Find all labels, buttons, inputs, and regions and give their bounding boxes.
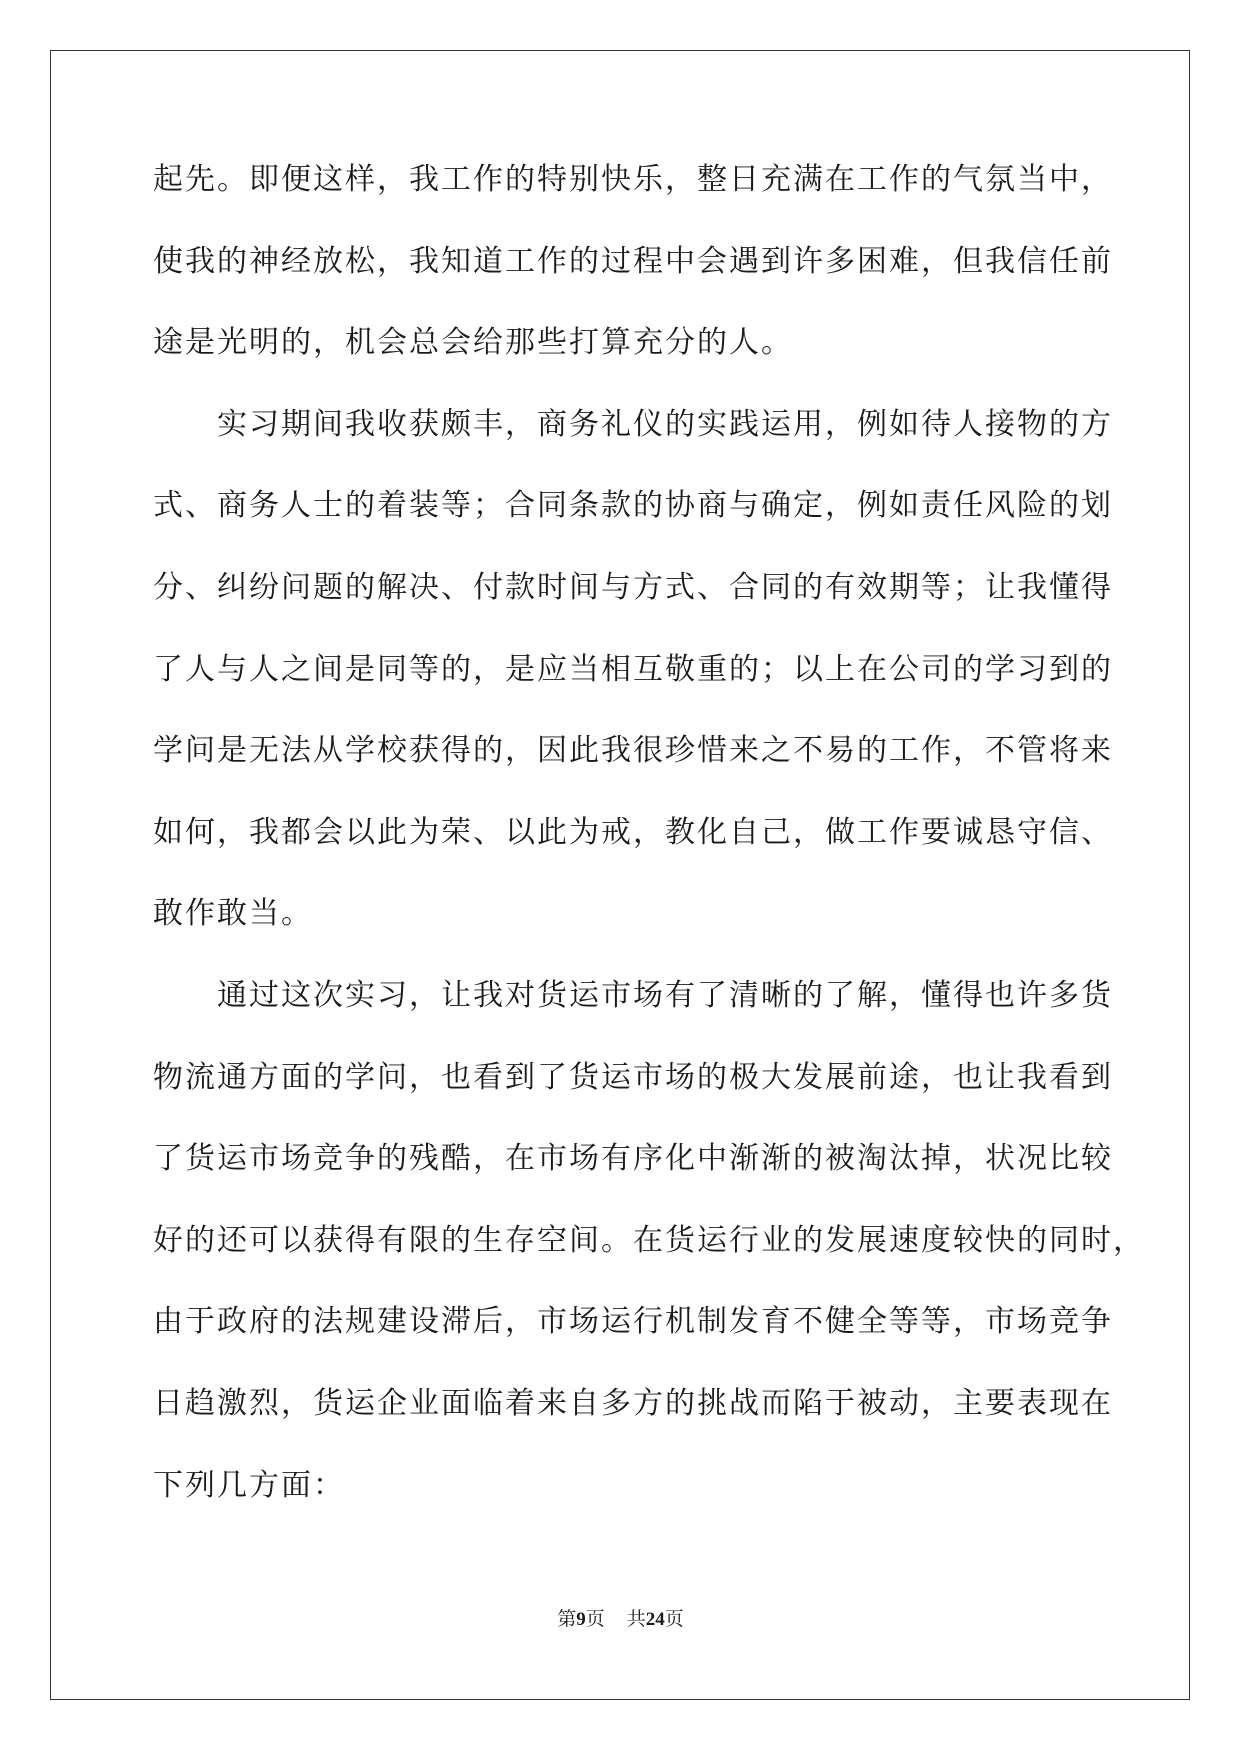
page-prefix: 第 <box>557 1608 577 1630</box>
text-line: 了人与人之间是同等的，是应当相互敬重的；以上在公司的学习到的 <box>153 651 1113 687</box>
total-suffix: 页 <box>664 1608 684 1630</box>
total-prefix: 共 <box>626 1608 646 1630</box>
text-line: 下列几方面： <box>153 1467 345 1503</box>
document-body <box>153 160 1145 1547</box>
text-line: 使我的神经放松，我知道工作的过程中会遇到许多困难，但我信任前 <box>153 243 1113 279</box>
page-suffix: 页 <box>585 1608 605 1630</box>
text-line: 好的还可以获得有限的生存空间。在货运行业的发展速度较快的同时， <box>153 1222 1145 1258</box>
text-line: 敢作敢当。 <box>153 896 313 932</box>
text-line: 分、纠纷问题的解决、付款时间与方式、合同的有效期等；让我懂得 <box>153 569 1113 605</box>
page-footer <box>0 1607 1241 1632</box>
text-line: 由于政府的法规建设滞后，市场运行机制发育不健全等等，市场竞争 <box>153 1304 1113 1340</box>
paragraph-first-line: 实习期间我收获颇丰，商务礼仪的实践运用，例如待人接物的方 <box>217 406 1113 442</box>
text-line: 式、商务人士的着装等；合同条款的协商与确定，例如责任风险的划 <box>153 488 1113 524</box>
text-line: 起先。即便这样，我工作的特别快乐，整日充满在工作的气氛当中， <box>153 162 1113 197</box>
total-pages: 24 <box>645 1609 665 1630</box>
text-line: 日趋激烈，货运企业面临着来自多方的挑战而陷于被动，主要表现在 <box>153 1385 1113 1421</box>
page-number: 9 <box>576 1609 586 1630</box>
text-line: 了货运市场竞争的残酷，在市场有序化中渐渐的被淘汰掉，状况比较 <box>153 1141 1113 1177</box>
paragraph-first-line: 通过这次实习，让我对货运市场有了清晰的了解，懂得也许多货 <box>217 977 1113 1013</box>
text-line: 物流通方面的学问，也看到了货运市场的极大发展前途，也让我看到 <box>153 1059 1113 1095</box>
text-line: 如何，我都会以此为荣、以此为戒，教化自己，做工作要诚恳守信、 <box>153 814 1113 850</box>
text-line: 学问是无法从学校获得的，因此我很珍惜来之不易的工作，不管将来 <box>153 733 1113 769</box>
text-line: 途是光明的，机会总会给那些打算充分的人。 <box>153 325 793 361</box>
